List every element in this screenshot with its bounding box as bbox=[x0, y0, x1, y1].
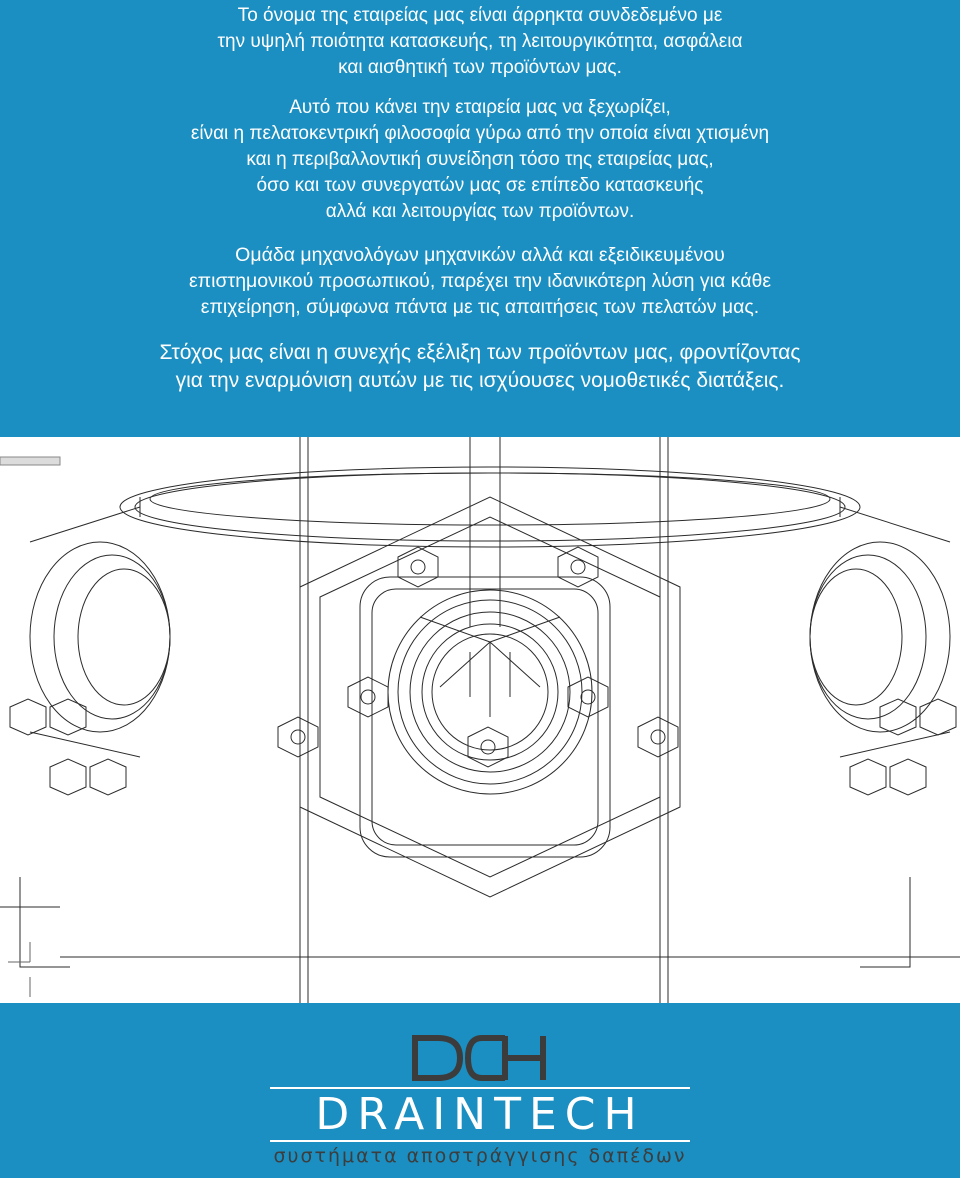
intro-paragraph-4: Στόχος μας είναι η συνεχής εξέλιξη των προϊόντων μας, φροντίζοντας για την εναρμόνιση αυτών με τις ισχύουσες νομοθετικές διατάξεις. bbox=[159, 341, 801, 392]
dch-logo-mark bbox=[410, 1033, 550, 1083]
brand-divider-bottom bbox=[270, 1140, 690, 1142]
brand-tagline: συστήματα αποστράγγισης δαπέδων bbox=[273, 1145, 687, 1167]
cad-wireframe-illustration bbox=[0, 437, 960, 1003]
intro-panel bbox=[0, 0, 960, 437]
brand-footer bbox=[0, 1003, 960, 1178]
intro-paragraph-1: Το όνομα της εταιρείας μας είναι άρρηκτα συνδεδεμένο με την υψηλή ποιότητα κατασκευής, τη λειτουργικότητα, ασφάλεια και αισθητική των προϊόντων μας. bbox=[217, 5, 743, 78]
brand-name: DRAINTECH bbox=[315, 1089, 645, 1140]
intro-paragraph-3: Ομάδα μηχανολόγων μηχανικών αλλά και εξειδικευμένου επιστημονικού προσωπικού, παρέχει την ιδανικότερη λύση για κάθε επιχείρηση, σύμφωνα πάντα με τις απαιτήσεις των πελατών μας. bbox=[188, 244, 772, 318]
intro-paragraph-2: Αυτό που κάνει την εταιρεία μας να ξεχωρίζει, είναι η πελατοκεντρική φιλοσοφία γύρω από την οποία είναι χτισμένη και η περιβαλλοντική συνείδηση τόσο της εταιρείας μας, όσο και των συνεργατών μας σε επίπεδο κατασκευής αλλά και λειτουργίας των προϊόντων. bbox=[190, 97, 770, 222]
